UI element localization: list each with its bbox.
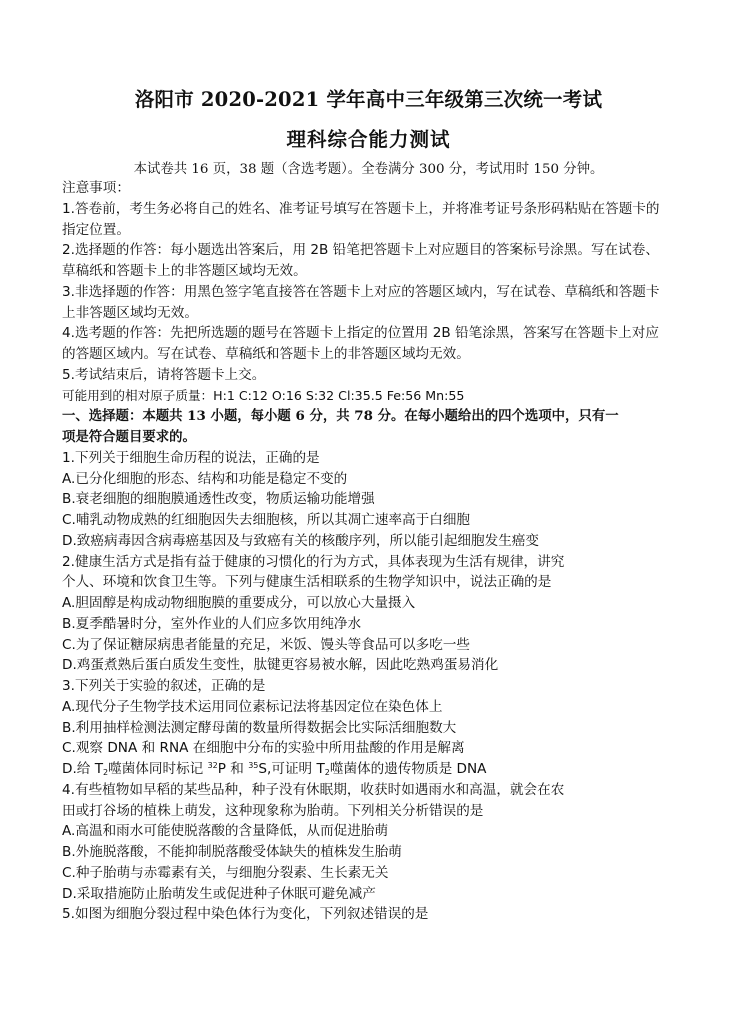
q2-stem-line-2: 个人、环境和饮食卫生等。下列与健康生活相联系的生物学知识中，说法正确的是: [62, 574, 552, 591]
exam-body: [62, 178, 692, 925]
note-2-line-1: 2.选择题的作答：每小题选出答案后，用 2B 铅笔把答题卡上对应题目的答案标号涂黑。写在试卷、: [62, 242, 659, 259]
note-3-line-1: 3.非选择题的作答：用黑色签字笔直接答在答题卡上对应的答题区域内，写在试卷、草稿纸和答题卡: [62, 283, 660, 300]
q5-stem: 5.如图为细胞分裂过程中染色体行为变化，下列叙述错误的是: [62, 906, 429, 923]
q4-option-c: C.种子胎萌与赤霉素有关，与细胞分裂素、生长素无关: [62, 864, 389, 881]
q2-option-c: C.为了保证糖尿病患者能量的充足，米饭、馒头等食品可以多吃一些: [62, 636, 471, 653]
exam-subtitle: 理科综合能力测试: [286, 128, 451, 151]
note-1-line-1: 1.答卷前，考生务必将自己的姓名、准考证号填写在答题卡上，并将准考证号条形码粘贴在答题卡的: [62, 200, 660, 217]
section-1-heading-line-1: 一、选择题：本题共 13 小题，每小题 6 分，共 78 分。在每小题给出的四个选项中，只有一: [62, 408, 619, 425]
q3-option-b: B.利用抽样检测法测定酵母菌的数量所得数据会比实际活细胞数大: [62, 719, 457, 736]
section-1-heading-line-2: 项是符合题目要求的。: [62, 429, 196, 445]
q3-d-sup-1: 32: [207, 761, 218, 770]
q3-d-text-2: 噬菌体同时标记: [108, 761, 208, 777]
q1-option-a: A.已分化细胞的形态、结构和功能是稳定不变的: [62, 470, 348, 487]
q3-option-d: [62, 759, 692, 780]
q3-stem: 3.下列关于实验的叙述，正确的是: [62, 678, 266, 694]
exam-intro: 本试卷共 16 页，38 题（含选考题）。全卷满分 300 分，考试用时 150 分钟。: [133, 162, 604, 177]
q2-option-d: D.鸡蛋煮熟后蛋白质发生变性，肽键更容易被水解，因此吃熟鸡蛋易消化: [62, 657, 499, 674]
note-3-line-2: 上非答题区域均无效。: [62, 304, 198, 321]
q4-option-a: A.高温和雨水可能使脱落酸的含量降低，从而促进胎萌: [62, 823, 389, 840]
q2-stem-line-1: 2.健康生活方式是指有益于健康的习惯化的行为方式，具体表现为生活有规律，讲究: [62, 553, 565, 570]
q1-option-b: B.衰老细胞的细胞膜通透性改变，物质运输功能增强: [62, 491, 375, 508]
q3-d-sub-2: 2: [324, 768, 330, 777]
note-1-line-2: 指定位置。: [62, 221, 130, 238]
notes-heading: 注意事项：: [62, 180, 130, 196]
q3-d-text-3: P 和: [217, 761, 249, 777]
note-2-line-2: 草稿纸和答题卡上的非答题区域均无效。: [62, 263, 307, 279]
q3-d-sub-1: 2: [103, 768, 109, 777]
atomic-mass-line: 可能用到的相对原子质量：H:1 C:12 O:16 S:32 Cl:35.5 Fe:56 Mn:55: [62, 387, 465, 403]
q3-option-c: C.观察 DNA 和 RNA 在细胞中分布的实验中所用盐酸的作用是解离: [62, 740, 465, 757]
q1-option-c: C.哺乳动物成熟的红细胞因失去细胞核，所以其凋亡速率高于白细胞: [62, 512, 471, 528]
q3-d-text-5: 噬菌体的遗传物质是 DNA: [329, 761, 487, 777]
q4-option-d: D.采取措施防止胎萌发生或促进种子休眠可避免减产: [62, 885, 376, 902]
q3-d-text-1: D.给 T: [62, 761, 104, 777]
note-5: 5.考试结束后，请将答题卡上交。: [62, 366, 266, 383]
q1-option-d: D.致癌病毒因含病毒癌基因及与致癌有关的核酸序列，所以能引起细胞发生癌变: [62, 532, 539, 549]
q4-stem-line-2: 田或打谷场的植株上萌发，这种现象称为胎萌。下列相关分析错误的是: [62, 802, 484, 819]
q2-option-a: A.胆固醇是构成动物细胞膜的重要成分，可以放心大量摄入: [62, 595, 416, 611]
q1-stem: 1.下列关于细胞生命历程的说法，正确的是: [62, 449, 320, 466]
q4-stem-line-1: 4.有些植物如早稻的某些品种，种子没有休眠期，收获时如遇雨水和高温，就会在农: [62, 781, 565, 798]
note-4-line-1: 4.选考题的作答：先把所选题的题号在答题卡上指定的位置用 2B 铅笔涂黑，答案写在答题卡上对应: [62, 325, 659, 342]
exam-title: 洛阳市 2020-2021 学年高中三年级第三次统一考试: [134, 88, 603, 111]
q4-option-b: B.外施脱落酸，不能抑制脱落酸受体缺失的植株发生胎萌: [62, 844, 402, 860]
note-4-line-2: 的答题区域内。写在试卷、草稿纸和答题卡上的非答题区域均无效。: [62, 346, 470, 362]
q2-option-b: B.夏季酷暑时分，室外作业的人们应多饮用纯净水: [62, 615, 362, 632]
q3-option-a: A.现代分子生物学技术运用同位素标记法将基因定位在染色体上: [62, 698, 443, 715]
q3-d-text-4: S,可证明 T: [258, 761, 325, 777]
q3-d-sup-2: 35: [248, 761, 259, 770]
